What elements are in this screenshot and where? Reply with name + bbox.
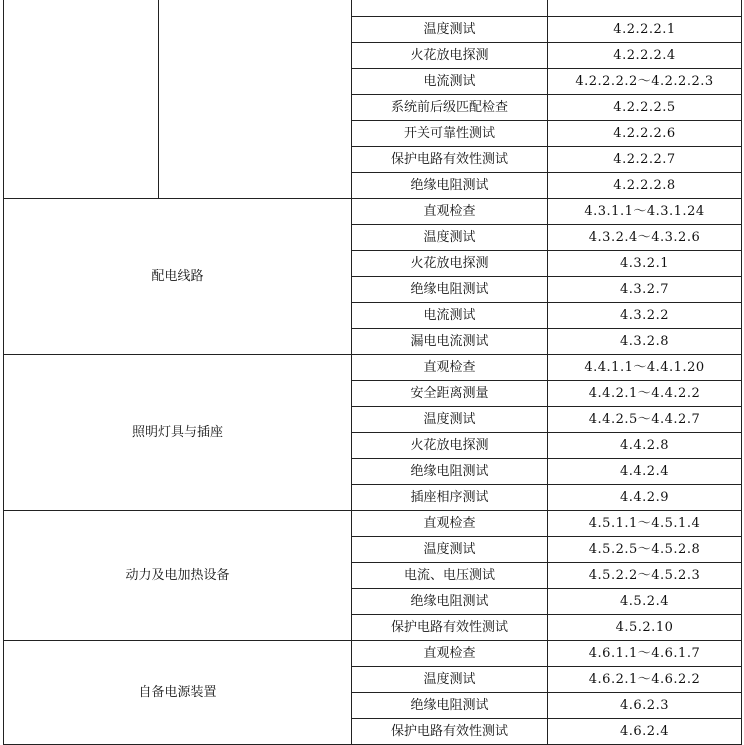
clause-cell: 4.4.2.8 xyxy=(548,433,742,459)
category-cell: 照明灯具与插座 xyxy=(4,355,352,511)
item-cell: 系统前后级匹配检查 xyxy=(352,95,548,121)
item-cell: 插座相序测试 xyxy=(352,485,548,511)
clause-cell: 4.5.2.4 xyxy=(548,589,742,615)
item-cell: 绝缘电阻测试 xyxy=(352,459,548,485)
category-cell: 配电线路 xyxy=(4,199,352,355)
item-cell: 开关可靠性测试 xyxy=(352,121,548,147)
item-cell: 绝缘电阻测试 xyxy=(352,693,548,719)
item-cell: 保护电路有效性测试 xyxy=(352,615,548,641)
item-cell: 火花放电探测 xyxy=(352,43,548,69)
clause-cell xyxy=(548,0,742,17)
item-cell: 绝缘电阻测试 xyxy=(352,589,548,615)
clause-cell: 4.6.1.1～4.6.1.7 xyxy=(548,641,742,667)
clause-cell: 4.6.2.1～4.6.2.2 xyxy=(548,667,742,693)
clause-cell: 4.2.2.2.2～4.2.2.2.3 xyxy=(548,69,742,95)
table-row xyxy=(4,355,742,381)
table-row xyxy=(4,0,742,17)
clause-cell: 4.2.2.2.8 xyxy=(548,173,742,199)
item-cell: 安全距离测量 xyxy=(352,381,548,407)
clause-cell: 4.3.2.2 xyxy=(548,303,742,329)
category-cell xyxy=(4,0,159,199)
item-cell: 直观检查 xyxy=(352,199,548,225)
clause-cell: 4.2.2.2.5 xyxy=(548,95,742,121)
item-cell: 直观检查 xyxy=(352,641,548,667)
item-cell: 直观检查 xyxy=(352,355,548,381)
clause-cell: 4.5.2.5～4.5.2.8 xyxy=(548,537,742,563)
table-row xyxy=(4,511,742,537)
item-cell xyxy=(352,0,548,17)
item-cell: 绝缘电阻测试 xyxy=(352,277,548,303)
subcategory-cell xyxy=(159,0,352,199)
item-cell: 电流测试 xyxy=(352,69,548,95)
clause-cell: 4.4.2.1～4.4.2.2 xyxy=(548,381,742,407)
clause-cell: 4.2.2.2.6 xyxy=(548,121,742,147)
table-row xyxy=(4,641,742,667)
clause-cell: 4.2.2.2.1 xyxy=(548,17,742,43)
clause-cell: 4.2.2.2.4 xyxy=(548,43,742,69)
item-cell: 漏电电流测试 xyxy=(352,329,548,355)
item-cell: 温度测试 xyxy=(352,537,548,563)
inspection-items-table xyxy=(3,0,742,745)
item-cell: 温度测试 xyxy=(352,17,548,43)
clause-cell: 4.3.2.4～4.3.2.6 xyxy=(548,225,742,251)
clause-cell: 4.4.1.1～4.4.1.20 xyxy=(548,355,742,381)
item-cell: 火花放电探测 xyxy=(352,251,548,277)
clause-cell: 4.4.2.5～4.4.2.7 xyxy=(548,407,742,433)
clause-cell: 4.5.1.1～4.5.1.4 xyxy=(548,511,742,537)
item-cell: 绝缘电阻测试 xyxy=(352,173,548,199)
clause-cell: 4.2.2.2.7 xyxy=(548,147,742,173)
clause-cell: 4.3.2.8 xyxy=(548,329,742,355)
clause-cell: 4.5.2.2～4.5.2.3 xyxy=(548,563,742,589)
clause-cell: 4.4.2.4 xyxy=(548,459,742,485)
item-cell: 保护电路有效性测试 xyxy=(352,719,548,745)
clause-cell: 4.3.2.7 xyxy=(548,277,742,303)
category-cell: 自备电源装置 xyxy=(4,641,352,745)
item-cell: 火花放电探测 xyxy=(352,433,548,459)
clause-cell: 4.6.2.3 xyxy=(548,693,742,719)
clause-cell: 4.4.2.9 xyxy=(548,485,742,511)
item-cell: 保护电路有效性测试 xyxy=(352,147,548,173)
item-cell: 直观检查 xyxy=(352,511,548,537)
item-cell: 温度测试 xyxy=(352,667,548,693)
category-cell: 动力及电加热设备 xyxy=(4,511,352,641)
table-row xyxy=(4,199,742,225)
clause-cell: 4.3.1.1～4.3.1.24 xyxy=(548,199,742,225)
clause-cell: 4.5.2.10 xyxy=(548,615,742,641)
item-cell: 电流测试 xyxy=(352,303,548,329)
item-cell: 温度测试 xyxy=(352,225,548,251)
clause-cell: 4.3.2.1 xyxy=(548,251,742,277)
clause-cell: 4.6.2.4 xyxy=(548,719,742,745)
item-cell: 电流、电压测试 xyxy=(352,563,548,589)
item-cell: 温度测试 xyxy=(352,407,548,433)
